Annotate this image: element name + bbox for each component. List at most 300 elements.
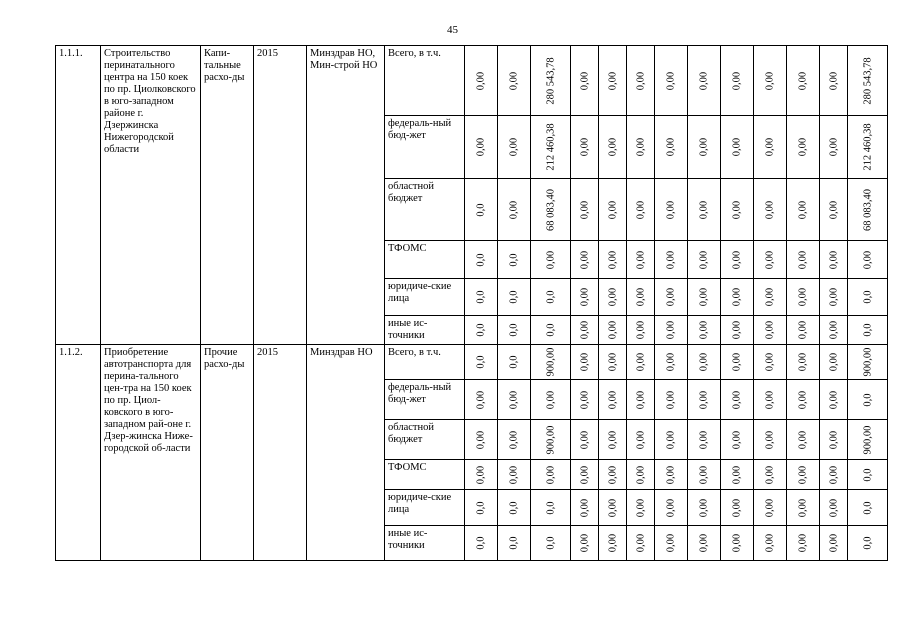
amount-value: 0,00 bbox=[698, 71, 710, 90]
amount-value: 0,0 bbox=[508, 252, 520, 267]
amount-cell bbox=[688, 279, 721, 316]
amount-cell bbox=[787, 46, 820, 116]
amount-value: 0,00 bbox=[635, 320, 646, 340]
amount-value: 0,00 bbox=[731, 71, 743, 90]
amount-value: 0,00 bbox=[607, 430, 618, 449]
amount-value: 0,00 bbox=[828, 465, 839, 484]
amount-cell bbox=[787, 490, 820, 526]
amount-cell bbox=[820, 526, 848, 561]
amount-cell bbox=[754, 420, 787, 460]
amount-cell bbox=[627, 316, 655, 345]
amount-value: 0,00 bbox=[797, 390, 809, 409]
amount-cell bbox=[754, 46, 787, 116]
amount-value: 0,00 bbox=[764, 352, 776, 372]
amount-value: 0,00 bbox=[607, 533, 618, 553]
funding-source-label: областной бюджет bbox=[385, 179, 465, 241]
amount-value: 0,00 bbox=[828, 137, 839, 157]
amount-value: 0,00 bbox=[635, 533, 646, 553]
funding-source-label: юридиче-ские лица bbox=[385, 279, 465, 316]
amount-cell bbox=[721, 116, 754, 179]
funding-source-label: областной бюджет bbox=[385, 420, 465, 460]
amount-value: 0,00 bbox=[797, 430, 809, 449]
amount-cell bbox=[848, 380, 888, 420]
amount-cell bbox=[688, 420, 721, 460]
amount-value: 0,00 bbox=[764, 533, 776, 553]
amount-cell bbox=[721, 526, 754, 561]
amount-value: 0,00 bbox=[731, 320, 743, 340]
amount-cell bbox=[498, 460, 531, 490]
amount-cell bbox=[531, 46, 571, 116]
amount-cell bbox=[848, 116, 888, 179]
amount-cell bbox=[599, 380, 627, 420]
amount-value: 0,00 bbox=[698, 320, 710, 340]
amount-value: 0,0 bbox=[475, 536, 487, 550]
amount-value: 0,00 bbox=[731, 250, 743, 269]
amount-cell bbox=[571, 116, 599, 179]
amount-value: 0,0 bbox=[508, 500, 520, 515]
amount-value: 0,00 bbox=[508, 71, 520, 90]
item-name-cell: Приобретение автотранспорта для перина-тального цен-тра на 150 коек по пр. Циол-ковского в юго-западном рай-оне г. Дзер-жинска Ниже-городской об-ласти bbox=[101, 345, 201, 561]
amount-value: 0,00 bbox=[607, 250, 618, 269]
amount-cell bbox=[599, 345, 627, 380]
amount-value: 0,00 bbox=[797, 287, 809, 307]
amount-value: 0,00 bbox=[508, 200, 520, 219]
amount-cell bbox=[571, 279, 599, 316]
amount-cell bbox=[627, 490, 655, 526]
funding-source-label: ТФОМС bbox=[385, 460, 465, 490]
amount-cell bbox=[599, 420, 627, 460]
amount-cell bbox=[655, 345, 688, 380]
amount-value: 68 083,40 bbox=[862, 188, 873, 231]
amount-cell bbox=[627, 526, 655, 561]
amount-value: 0,0 bbox=[862, 500, 873, 515]
amount-value: 0,00 bbox=[607, 287, 618, 307]
amount-value: 0,00 bbox=[579, 287, 590, 307]
amount-value: 0,00 bbox=[508, 430, 520, 449]
executor-cell: Минздрав НО bbox=[307, 345, 385, 561]
amount-value: 0,00 bbox=[579, 498, 590, 517]
amount-value: 0,0 bbox=[545, 500, 556, 515]
amount-value: 0,00 bbox=[475, 71, 487, 90]
amount-cell bbox=[465, 46, 498, 116]
amount-value: 0,00 bbox=[698, 352, 710, 372]
funding-source-label: ТФОМС bbox=[385, 241, 465, 279]
amount-value: 0,0 bbox=[545, 323, 556, 337]
amount-cell bbox=[627, 179, 655, 241]
amount-value: 0,00 bbox=[579, 200, 590, 219]
amount-cell bbox=[599, 116, 627, 179]
amount-cell bbox=[721, 279, 754, 316]
amount-cell bbox=[848, 526, 888, 561]
amount-value: 0,0 bbox=[862, 323, 873, 337]
amount-value: 0,00 bbox=[698, 498, 710, 517]
amount-value: 0,00 bbox=[731, 287, 743, 307]
amount-cell bbox=[571, 526, 599, 561]
amount-cell bbox=[787, 420, 820, 460]
amount-cell bbox=[531, 526, 571, 561]
amount-cell bbox=[571, 179, 599, 241]
amount-value: 0,00 bbox=[698, 465, 710, 484]
expense-type-cell: Капи-тальные расхо-ды bbox=[201, 46, 254, 345]
amount-cell bbox=[848, 179, 888, 241]
amount-cell bbox=[754, 490, 787, 526]
amount-cell bbox=[571, 46, 599, 116]
amount-cell bbox=[848, 316, 888, 345]
amount-value: 0,00 bbox=[579, 71, 590, 90]
amount-cell bbox=[688, 380, 721, 420]
amount-cell bbox=[820, 380, 848, 420]
amount-cell bbox=[465, 345, 498, 380]
amount-value: 0,00 bbox=[635, 390, 646, 409]
amount-cell bbox=[721, 179, 754, 241]
amount-value: 0,00 bbox=[764, 200, 776, 219]
amount-cell bbox=[465, 380, 498, 420]
amount-cell bbox=[531, 460, 571, 490]
amount-value: 0,00 bbox=[797, 498, 809, 517]
amount-value: 0,00 bbox=[635, 352, 646, 372]
amount-value: 0,00 bbox=[698, 390, 710, 409]
amount-cell bbox=[655, 420, 688, 460]
amount-cell bbox=[498, 279, 531, 316]
amount-cell bbox=[721, 460, 754, 490]
amount-value: 0,0 bbox=[508, 536, 520, 550]
amount-cell bbox=[498, 490, 531, 526]
amount-value: 0,0 bbox=[475, 202, 487, 217]
amount-cell bbox=[465, 179, 498, 241]
amount-value: 0,0 bbox=[545, 290, 556, 304]
amount-cell bbox=[721, 490, 754, 526]
amount-cell bbox=[599, 46, 627, 116]
amount-cell bbox=[498, 46, 531, 116]
amount-cell bbox=[531, 380, 571, 420]
amount-cell bbox=[820, 420, 848, 460]
amount-value: 280 543,78 bbox=[545, 56, 556, 105]
amount-cell bbox=[465, 526, 498, 561]
amount-cell bbox=[627, 460, 655, 490]
amount-value: 0,00 bbox=[797, 200, 809, 219]
amount-value: 0,00 bbox=[828, 390, 839, 409]
amount-value: 0,00 bbox=[635, 430, 646, 449]
amount-cell bbox=[787, 241, 820, 279]
amount-cell bbox=[754, 380, 787, 420]
amount-value: 0,0 bbox=[545, 536, 556, 550]
amount-cell bbox=[721, 241, 754, 279]
amount-cell bbox=[754, 241, 787, 279]
amount-cell bbox=[754, 316, 787, 345]
amount-cell bbox=[754, 116, 787, 179]
amount-value: 0,00 bbox=[665, 71, 677, 90]
amount-cell bbox=[721, 46, 754, 116]
amount-value: 0,00 bbox=[635, 287, 646, 307]
amount-value: 0,00 bbox=[579, 430, 590, 449]
amount-cell bbox=[787, 380, 820, 420]
amount-value: 0,00 bbox=[607, 71, 618, 90]
amount-value: 900,00 bbox=[545, 425, 556, 454]
amount-cell bbox=[688, 526, 721, 561]
amount-value: 0,00 bbox=[828, 320, 839, 340]
amount-cell bbox=[688, 460, 721, 490]
amount-value: 0,00 bbox=[665, 533, 677, 553]
amount-cell bbox=[599, 460, 627, 490]
amount-value: 0,00 bbox=[635, 465, 646, 484]
amount-value: 900,00 bbox=[545, 347, 556, 377]
amount-cell bbox=[688, 116, 721, 179]
amount-value: 0,00 bbox=[579, 250, 590, 269]
amount-cell bbox=[848, 46, 888, 116]
amount-value: 0,0 bbox=[862, 290, 873, 304]
amount-value: 0,00 bbox=[579, 320, 590, 340]
amount-cell bbox=[531, 279, 571, 316]
amount-cell bbox=[465, 279, 498, 316]
amount-value: 0,00 bbox=[545, 390, 556, 409]
amount-cell bbox=[655, 241, 688, 279]
amount-cell bbox=[688, 345, 721, 380]
amount-value: 0,00 bbox=[579, 390, 590, 409]
amount-value: 0,00 bbox=[698, 533, 710, 553]
amount-value: 0,00 bbox=[764, 465, 776, 484]
amount-value: 0,00 bbox=[764, 137, 776, 157]
amount-cell bbox=[820, 46, 848, 116]
amount-cell bbox=[627, 46, 655, 116]
amount-cell bbox=[498, 179, 531, 241]
amount-cell bbox=[599, 316, 627, 345]
amount-cell bbox=[627, 116, 655, 179]
funding-source-label: федераль-ный бюд-жет bbox=[385, 380, 465, 420]
amount-cell bbox=[498, 420, 531, 460]
amount-value: 0,00 bbox=[731, 498, 743, 517]
amount-value: 0,00 bbox=[828, 71, 839, 90]
amount-value: 0,00 bbox=[665, 137, 677, 157]
amount-value: 212 460,38 bbox=[862, 123, 873, 171]
amount-cell bbox=[655, 526, 688, 561]
amount-cell bbox=[820, 116, 848, 179]
amount-value: 68 083,40 bbox=[545, 188, 556, 231]
amount-value: 0,00 bbox=[665, 200, 677, 219]
amount-cell bbox=[848, 420, 888, 460]
amount-value: 0,00 bbox=[607, 137, 618, 157]
amount-value: 0,00 bbox=[698, 200, 710, 219]
amount-value: 0,00 bbox=[698, 287, 710, 307]
amount-cell bbox=[787, 116, 820, 179]
funding-source-label: иные ис-точники bbox=[385, 316, 465, 345]
amount-value: 0,0 bbox=[508, 323, 520, 337]
amount-cell bbox=[721, 345, 754, 380]
amount-cell bbox=[531, 316, 571, 345]
amount-value: 0,00 bbox=[828, 200, 839, 219]
amount-cell bbox=[820, 460, 848, 490]
amount-value: 0,00 bbox=[665, 352, 677, 372]
amount-value: 0,00 bbox=[579, 533, 590, 553]
amount-value: 212 460,38 bbox=[545, 123, 556, 171]
amount-value: 0,00 bbox=[828, 352, 839, 372]
funding-source-label: иные ис-точники bbox=[385, 526, 465, 561]
amount-value: 0,00 bbox=[731, 200, 743, 219]
amount-cell bbox=[688, 241, 721, 279]
amount-cell bbox=[571, 380, 599, 420]
amount-value: 0,00 bbox=[545, 465, 556, 484]
amount-cell bbox=[531, 179, 571, 241]
amount-value: 0,00 bbox=[635, 71, 646, 90]
amount-cell bbox=[465, 420, 498, 460]
amount-value: 0,00 bbox=[828, 533, 839, 553]
amount-cell bbox=[754, 460, 787, 490]
amount-cell bbox=[820, 316, 848, 345]
amount-value: 0,00 bbox=[545, 250, 556, 269]
amount-cell bbox=[571, 490, 599, 526]
amount-cell bbox=[498, 116, 531, 179]
amount-value: 0,00 bbox=[607, 498, 618, 517]
amount-cell bbox=[498, 241, 531, 279]
amount-value: 0,00 bbox=[635, 250, 646, 269]
amount-value: 0,00 bbox=[607, 320, 618, 340]
amount-value: 0,00 bbox=[665, 465, 677, 484]
executor-cell: Минздрав НО, Мин-строй НО bbox=[307, 46, 385, 345]
amount-cell bbox=[655, 116, 688, 179]
amount-value: 0,0 bbox=[475, 500, 487, 515]
amount-cell bbox=[820, 179, 848, 241]
amount-cell bbox=[498, 380, 531, 420]
amount-cell bbox=[498, 316, 531, 345]
item-code-cell: 1.1.2. bbox=[56, 345, 101, 561]
amount-value: 0,00 bbox=[731, 533, 743, 553]
amount-cell bbox=[754, 345, 787, 380]
amount-cell bbox=[848, 345, 888, 380]
amount-value: 0,00 bbox=[797, 137, 809, 157]
amount-cell bbox=[465, 241, 498, 279]
amount-cell bbox=[820, 279, 848, 316]
amount-cell bbox=[599, 179, 627, 241]
amount-cell bbox=[721, 420, 754, 460]
amount-value: 0,00 bbox=[862, 250, 873, 269]
amount-cell bbox=[655, 380, 688, 420]
amount-value: 0,00 bbox=[764, 320, 776, 340]
amount-value: 0,0 bbox=[475, 290, 487, 304]
amount-cell bbox=[787, 316, 820, 345]
year-cell: 2015 bbox=[254, 345, 307, 561]
amount-value: 0,00 bbox=[607, 200, 618, 219]
amount-cell bbox=[465, 116, 498, 179]
amount-value: 0,00 bbox=[764, 390, 776, 409]
amount-cell bbox=[848, 490, 888, 526]
expense-type-cell: Прочие расхо-ды bbox=[201, 345, 254, 561]
amount-cell bbox=[787, 345, 820, 380]
amount-cell bbox=[571, 345, 599, 380]
amount-value: 0,0 bbox=[475, 252, 487, 267]
amount-cell bbox=[531, 345, 571, 380]
amount-value: 0,00 bbox=[797, 352, 809, 372]
amount-cell bbox=[820, 241, 848, 279]
amount-value: 900,00 bbox=[862, 347, 873, 377]
amount-cell bbox=[754, 279, 787, 316]
amount-value: 0,00 bbox=[665, 498, 677, 517]
amount-value: 0,00 bbox=[828, 430, 839, 449]
amount-value: 0,00 bbox=[797, 250, 809, 269]
amount-value: 0,00 bbox=[607, 390, 618, 409]
amount-cell bbox=[787, 460, 820, 490]
amount-cell bbox=[655, 460, 688, 490]
amount-cell bbox=[655, 179, 688, 241]
item-name-cell: Строительство перинатального центра на 150 коек по пр. Циолковского в юго-западном районе г. Дзержинска Нижегородской области bbox=[101, 46, 201, 345]
amount-value: 0,00 bbox=[635, 498, 646, 517]
amount-cell bbox=[848, 460, 888, 490]
amount-cell bbox=[820, 345, 848, 380]
amount-cell bbox=[787, 179, 820, 241]
amount-cell bbox=[599, 241, 627, 279]
amount-value: 280 543,78 bbox=[862, 56, 873, 105]
amount-value: 900,00 bbox=[862, 425, 873, 454]
amount-value: 0,00 bbox=[665, 320, 677, 340]
amount-value: 0,00 bbox=[508, 137, 520, 157]
amount-cell bbox=[848, 279, 888, 316]
amount-value: 0,00 bbox=[698, 250, 710, 269]
amount-value: 0,00 bbox=[607, 465, 618, 484]
amount-value: 0,00 bbox=[698, 137, 710, 157]
amount-value: 0,00 bbox=[764, 430, 776, 449]
amount-value: 0,00 bbox=[731, 137, 743, 157]
amount-cell bbox=[627, 241, 655, 279]
amount-value: 0,00 bbox=[698, 430, 710, 449]
amount-cell bbox=[787, 526, 820, 561]
amount-value: 0,0 bbox=[475, 323, 487, 337]
amount-cell bbox=[599, 490, 627, 526]
amount-cell bbox=[571, 460, 599, 490]
amount-value: 0,00 bbox=[508, 390, 520, 409]
amount-value: 0,00 bbox=[797, 465, 809, 484]
amount-value: 0,00 bbox=[579, 465, 590, 484]
amount-value: 0,00 bbox=[764, 287, 776, 307]
amount-cell bbox=[655, 46, 688, 116]
amount-value: 0,00 bbox=[475, 390, 487, 409]
amount-value: 0,00 bbox=[579, 352, 590, 372]
amount-value: 0,00 bbox=[665, 250, 677, 269]
amount-cell bbox=[531, 490, 571, 526]
amount-cell bbox=[599, 279, 627, 316]
amount-cell bbox=[571, 316, 599, 345]
amount-value: 0,00 bbox=[731, 390, 743, 409]
amount-value: 0,00 bbox=[797, 71, 809, 90]
amount-value: 0,00 bbox=[731, 430, 743, 449]
funding-source-label: юридиче-ские лица bbox=[385, 490, 465, 526]
amount-cell bbox=[627, 420, 655, 460]
amount-cell bbox=[688, 490, 721, 526]
amount-cell bbox=[599, 526, 627, 561]
amount-cell bbox=[721, 316, 754, 345]
amount-value: 0,0 bbox=[475, 355, 487, 369]
amount-cell bbox=[571, 420, 599, 460]
amount-value: 0,00 bbox=[635, 137, 646, 157]
amount-value: 0,00 bbox=[764, 498, 776, 517]
amount-value: 0,00 bbox=[797, 533, 809, 553]
amount-value: 0,00 bbox=[828, 287, 839, 307]
amount-value: 0,00 bbox=[579, 137, 590, 157]
amount-value: 0,0 bbox=[862, 392, 873, 407]
amount-value: 0,00 bbox=[764, 71, 776, 90]
amount-cell bbox=[571, 241, 599, 279]
amount-value: 0,0 bbox=[508, 290, 520, 304]
amount-cell bbox=[754, 526, 787, 561]
source-row bbox=[56, 46, 888, 116]
funding-source-label: Всего, в т.ч. bbox=[385, 345, 465, 380]
amount-cell bbox=[627, 380, 655, 420]
amount-value: 0,0 bbox=[862, 467, 873, 482]
amount-cell bbox=[787, 279, 820, 316]
amount-cell bbox=[498, 526, 531, 561]
amount-cell bbox=[655, 279, 688, 316]
amount-value: 0,00 bbox=[607, 352, 618, 372]
amount-cell bbox=[688, 316, 721, 345]
amount-value: 0,00 bbox=[475, 430, 487, 449]
amount-value: 0,00 bbox=[665, 287, 677, 307]
